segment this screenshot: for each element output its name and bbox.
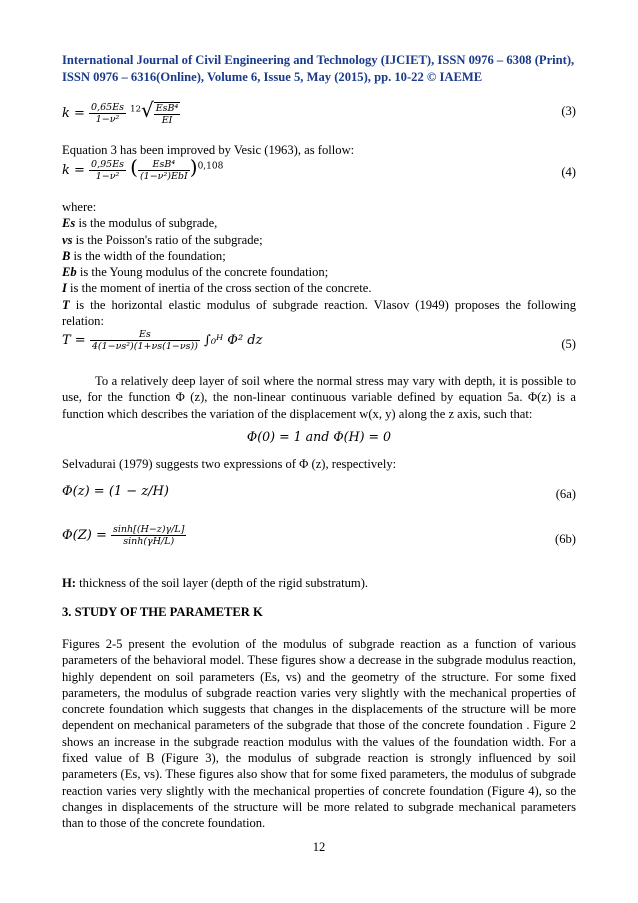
eq4-inner-num: EsB⁴ xyxy=(138,159,190,171)
sqrt-icon: √ xyxy=(140,98,154,122)
equation-6a xyxy=(62,484,576,524)
eq4-inner-fraction xyxy=(138,159,190,182)
eq4-fraction xyxy=(89,159,126,182)
header-line-2: ISSN 0976 – 6316(Online), Volume 6, Issue 5, May (2015), pp. 10-22 © IAEME xyxy=(62,70,483,84)
eq4-inner-den: (1−ν²)EbI xyxy=(139,171,188,182)
journal-header xyxy=(62,52,582,86)
eq5-num: Es xyxy=(90,329,200,341)
final-paragraph: Figures 2-5 present the evolution of the modulus of subgrade reaction as a function of various parameters of the behavioral model. These figures show a decrease in the subgrade modulus reaction, highly dependent on soil parameters (Es, vs) and the geometry of the structure. For some fixed parameters, the modulus of subgrade reaction varies very slightly with the mechanical properties of concrete foundation which suggests that changes in the displacements of the structure will be more dependent on mechanical parameters of the subgrade that those of the concrete foundation . Figure 2 shows an increase in the subgrade reaction modulus with the values of the foundation width. For a fixed value of B (Figure 3), the modulus of subgrade reaction is strongly influenced by soil parameters (Es, vs). These figures also show that for some fixed parameters, the modulus of subgrade reaction varies very slightly with the mechanical properties of concrete foundation (Figure 4), so the changes in displacements of the structure will be more related to subgrade mechanical parameters than to those of the concrete foundation. xyxy=(62,637,576,831)
def-vs: vs is the Poisson's ratio of the subgrade; xyxy=(62,232,263,247)
eq4-number: (4) xyxy=(561,165,576,179)
eq6a-number: (6a) xyxy=(555,487,576,501)
eq6b-den: sinh(γH/L) xyxy=(123,536,175,547)
equation-3 xyxy=(62,98,576,138)
eq5-fraction xyxy=(90,329,200,352)
eq3-fraction xyxy=(89,102,126,125)
def-b: B is the width of the foundation; xyxy=(62,248,226,263)
eq6a-rhs: (1 − z/H) xyxy=(108,484,169,499)
equation-5 xyxy=(62,329,576,369)
definitions xyxy=(62,199,576,297)
where-label: where: xyxy=(62,200,97,214)
def-i: I is the moment of inertia of the cross section of the concrete. xyxy=(62,281,372,296)
eq4-exponent: 0,108 xyxy=(197,161,224,172)
eq3-lhs: k = xyxy=(62,106,85,121)
eq3-root-den: EI xyxy=(161,114,173,126)
para-deep-layer: To a relatively deep layer of soil where the normal stress may vary with depth, it is possible to use, for the function Φ (z), the non-linear continuous variable defined by equation 5a. Φ(z) is a function which describes the variation of the displacement w(x, y) along the z axis, such that: xyxy=(62,374,576,421)
eq6b-number: (6b) xyxy=(555,532,576,546)
h-definition: H: thickness of the soil layer (depth of the rigid substratum). xyxy=(62,576,369,590)
eq5-integral: ∫₀ᴴ Φ² dz xyxy=(204,333,263,348)
eq3-den: 1−ν² xyxy=(95,114,120,125)
eq3-number: (3) xyxy=(561,104,576,118)
def-t: T is the horizontal elastic modulus of subgrade reaction. Vlasov (1949) proposes the following relation: xyxy=(62,298,576,329)
eq5-den: 4(1−νs²)(1+νs(1−νs)) xyxy=(91,341,198,352)
eq4-lhs: k = xyxy=(62,163,85,178)
eq3-root-index: 12 xyxy=(130,104,141,115)
eq3-root-num: EsB⁴ xyxy=(155,102,179,114)
eq6a-lhs: Φ(z) = xyxy=(62,484,105,499)
def-eb: Eb is the Young modulus of the concrete foundation; xyxy=(62,265,329,280)
selvadurai-text: Selvadurai (1979) suggests two expressions of Φ (z), respectively: xyxy=(62,457,397,471)
eq4-den: 1−ν² xyxy=(95,171,120,182)
def-es: Es is the modulus of subgrade, xyxy=(62,216,218,231)
eq6b-fraction xyxy=(111,524,186,547)
eq3-num: 0,65Es xyxy=(91,102,125,113)
page-number: 12 xyxy=(312,840,326,854)
eq6b-lhs: Φ(Z) = xyxy=(62,528,107,543)
eq4-num: 0,95Es xyxy=(91,159,125,170)
eq5-number: (5) xyxy=(561,337,576,351)
eq5-lhs: T = xyxy=(62,333,86,348)
phi-boundary-conditions: Φ(0) = 1 and Φ(H) = 0 xyxy=(246,429,392,444)
eq3-root-fraction xyxy=(154,102,181,126)
section-heading: 3. STUDY OF THE PARAMETER K xyxy=(62,605,263,619)
equation-4: k = $\frac{0,95Es}{\text{1−ν²}}$ ( $\frac{\text{EsB⁴}}{\text{(1−ν²)EbI}}$ )$^{0,108}$ (4) xyxy=(62,155,576,182)
eq6b-num: sinh[(H−z)γ/L] xyxy=(113,524,185,535)
vesic-intro: Equation 3 has been improved by Vesic (1963), as follow: xyxy=(62,143,355,157)
equation-6b xyxy=(62,524,576,564)
header-line-1: International Journal of Civil Engineering and Technology (IJCIET), ISSN 0976 – 6308 (Print), xyxy=(62,53,575,67)
